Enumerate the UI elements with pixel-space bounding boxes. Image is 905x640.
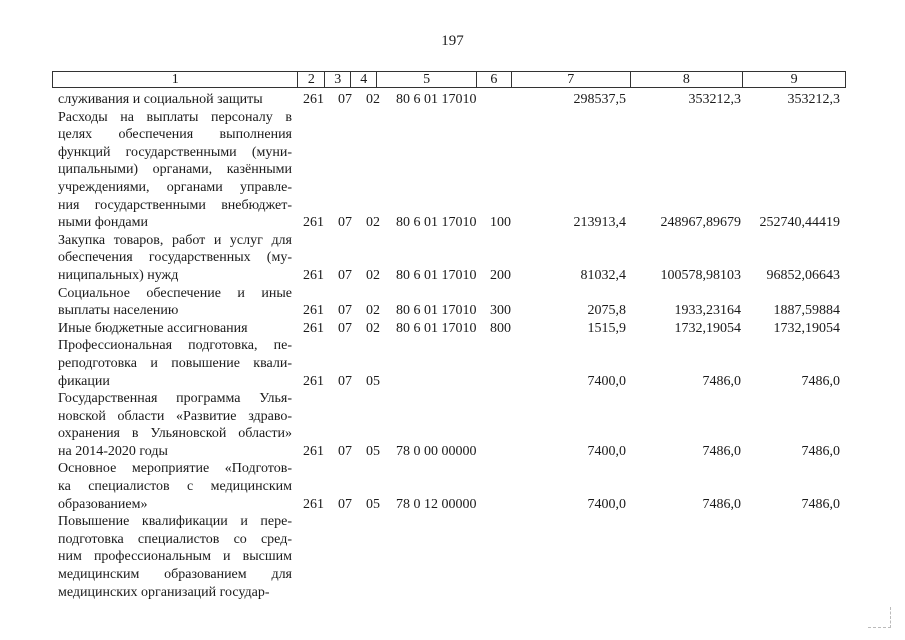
- table-row: [58, 109, 848, 232]
- amount-col-8: 248967,89679: [660, 215, 741, 231]
- description-line: ципальными) органами, казёнными: [58, 162, 292, 178]
- amount-col-8: 7486,0: [702, 496, 741, 512]
- expense-type-code: 100: [490, 215, 511, 231]
- header-col-2: 2: [298, 72, 325, 87]
- table-header: [52, 71, 846, 88]
- row-description: [58, 91, 292, 109]
- section-code: 07: [338, 373, 352, 389]
- table-row: [58, 320, 848, 338]
- amount-col-9: 7486,0: [801, 496, 840, 512]
- target-article-code: 80 6 01 17010: [396, 303, 477, 319]
- description-line: Повышение квалификации и пере-: [58, 514, 292, 530]
- amount-col-9: 7486,0: [801, 373, 840, 389]
- subsection-code: 02: [366, 303, 380, 319]
- target-article-code: 78 0 12 00000: [396, 496, 477, 512]
- row-description: [58, 337, 292, 390]
- header-col-1: 1: [53, 72, 298, 87]
- header-col-5: 5: [377, 72, 477, 87]
- description-line: медицинских организаций государ-: [58, 584, 270, 600]
- target-article-code: 80 6 01 17010: [396, 215, 477, 231]
- header-col-3: 3: [325, 72, 351, 87]
- description-line: Государственная программа Улья-: [58, 391, 292, 407]
- header-col-4: 4: [351, 72, 377, 87]
- section-code: 07: [338, 320, 352, 336]
- amount-col-7: 1515,9: [587, 320, 626, 336]
- amount-col-8: 7486,0: [702, 443, 741, 459]
- section-code: 07: [338, 215, 352, 231]
- amount-col-9: 1887,59884: [773, 303, 840, 319]
- amount-col-8: 1732,19054: [674, 320, 741, 336]
- description-line: подготовка специалистов со сред-: [58, 531, 292, 547]
- row-description: [58, 460, 292, 513]
- header-col-9: 9: [790, 72, 798, 87]
- row-description: [58, 232, 292, 285]
- target-article-code: 80 6 01 17010: [396, 320, 477, 336]
- admin-code: 261: [303, 373, 324, 389]
- admin-code: 261: [303, 92, 324, 107]
- row-description: [58, 285, 292, 320]
- section-code: 07: [338, 92, 352, 107]
- description-line: Социальное обеспечение и иные: [58, 285, 292, 301]
- amount-col-9: 1732,19054: [773, 320, 840, 336]
- amount-col-9: 353212,3: [787, 92, 840, 107]
- amount-col-8: 1933,23164: [674, 303, 741, 319]
- section-code: 07: [338, 303, 352, 319]
- page-number: 197: [441, 33, 464, 49]
- description-line: ним профессиональным и высшим: [58, 549, 292, 565]
- table-row: [58, 285, 848, 320]
- table-row: [58, 390, 848, 460]
- table-row: [58, 232, 848, 285]
- target-article-code: 78 0 00 00000: [396, 443, 477, 459]
- amount-col-7: 298537,5: [573, 92, 626, 107]
- subsection-code: 02: [366, 215, 380, 231]
- table-body: [58, 91, 848, 601]
- admin-code: 261: [303, 215, 324, 231]
- admin-code: 261: [303, 303, 324, 319]
- subsection-code: 05: [366, 443, 380, 459]
- expense-type-code: 800: [490, 320, 511, 336]
- amount-col-7: 7400,0: [587, 373, 626, 389]
- amount-col-7: 2075,8: [587, 303, 626, 319]
- subsection-code: 05: [366, 496, 380, 512]
- description-line: обеспечения государственных (му-: [58, 250, 292, 266]
- row-description: [58, 109, 292, 232]
- target-article-code: 80 6 01 17010: [396, 267, 477, 283]
- expense-type-code: 300: [490, 303, 511, 319]
- admin-code: 261: [303, 443, 324, 459]
- amount-col-7: 213913,4: [573, 215, 626, 231]
- description-line: Профессиональная подготовка, пе-: [58, 338, 292, 354]
- description-line: функций государственными (муни-: [58, 144, 292, 160]
- subsection-code: 05: [366, 373, 380, 389]
- amount-col-7: 7400,0: [587, 496, 626, 512]
- row-description: [58, 513, 292, 601]
- description-line: на 2014-2020 годы: [58, 443, 168, 459]
- description-line: ния государственными внебюджет-: [58, 197, 292, 213]
- admin-code: 261: [303, 320, 324, 336]
- description-line: ными фондами: [58, 215, 149, 231]
- target-article-code: 80 6 01 17010: [396, 92, 477, 107]
- amount-col-8: 100578,98103: [660, 267, 741, 283]
- description-line: Основное мероприятие «Подготов-: [58, 461, 292, 477]
- amount-col-8: 353212,3: [688, 92, 741, 107]
- description-line: Расходы на выплаты персоналу в: [58, 109, 292, 125]
- admin-code: 261: [303, 496, 324, 512]
- description-line: образованием»: [58, 496, 148, 512]
- section-code: 07: [338, 267, 352, 283]
- description-line: охранения в Ульяновской области»: [58, 426, 292, 442]
- description-line: реподготовка и повышение квали-: [58, 355, 292, 371]
- amount-col-9: 96852,06643: [766, 267, 840, 283]
- amount-col-7: 81032,4: [580, 267, 626, 283]
- expense-type-code: 200: [490, 267, 511, 283]
- description-line: медицинским образованием для: [58, 567, 292, 583]
- description-line: ка специалистов с медицинским: [58, 479, 292, 495]
- description-line: выплаты населению: [58, 303, 179, 319]
- amount-col-8: 7486,0: [702, 373, 741, 389]
- section-code: 07: [338, 443, 352, 459]
- subsection-code: 02: [366, 267, 380, 283]
- table-row: [58, 513, 848, 601]
- table-row: [58, 460, 848, 513]
- table-row: [58, 91, 848, 109]
- amount-col-7: 7400,0: [587, 443, 626, 459]
- table-row: [58, 337, 848, 390]
- scan-corner-mark: [868, 607, 891, 628]
- subsection-code: 02: [366, 92, 380, 107]
- admin-code: 261: [303, 267, 324, 283]
- section-code: 07: [338, 496, 352, 512]
- amount-col-9: 7486,0: [801, 443, 840, 459]
- row-description: [58, 390, 292, 460]
- description-line: ниципальных) нужд: [58, 267, 179, 283]
- description-line: Иные бюджетные ассигнования: [58, 320, 248, 336]
- header-col-6: 6: [477, 72, 512, 87]
- description-line: фикации: [58, 373, 110, 389]
- description-line: служивания и социальной защиты: [58, 92, 263, 107]
- description-line: целях обеспечения выполнения: [58, 127, 292, 143]
- description-line: учреждениями, органами управле-: [58, 179, 292, 195]
- description-line: Закупка товаров, работ и услуг для: [58, 232, 292, 248]
- subsection-code: 02: [366, 320, 380, 336]
- header-col-8: 8: [631, 72, 744, 87]
- row-description: [58, 320, 292, 338]
- header-col-7: 7: [512, 72, 631, 87]
- description-line: новской области «Развитие здраво-: [58, 408, 292, 424]
- amount-col-9: 252740,44419: [759, 215, 840, 231]
